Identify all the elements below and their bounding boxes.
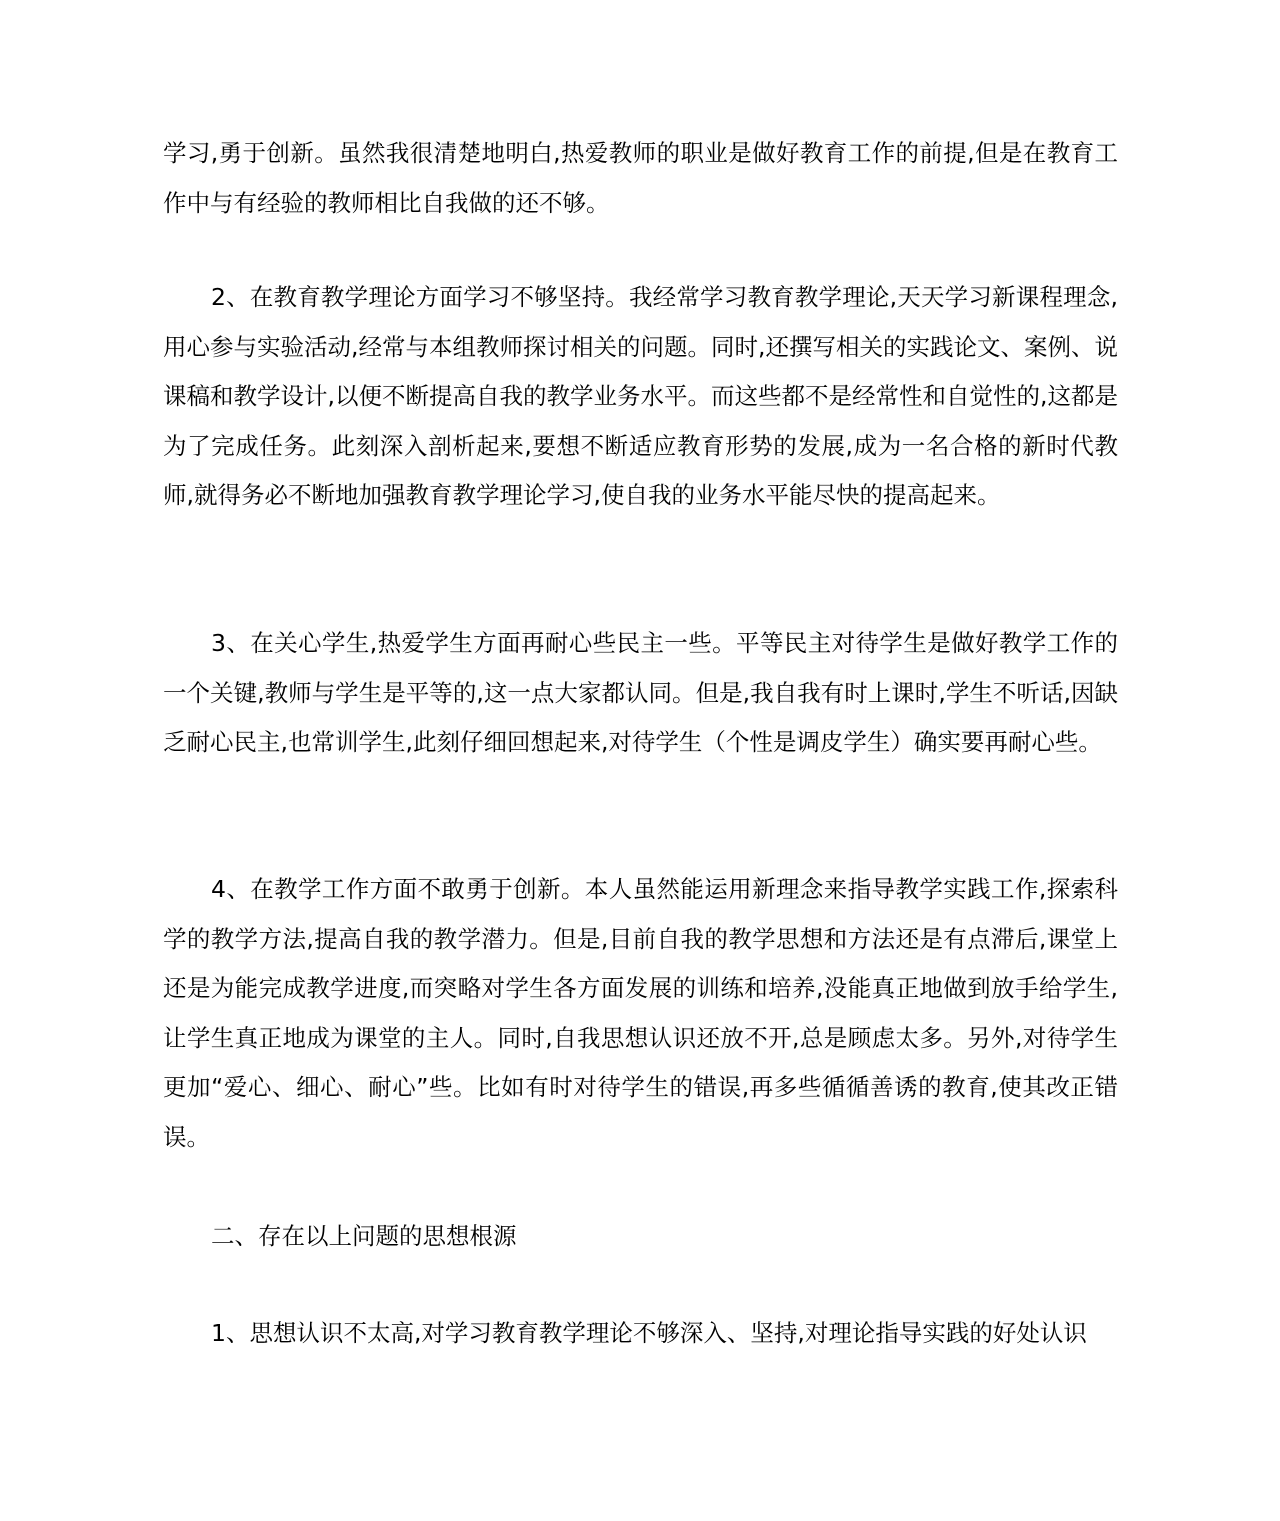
paragraph-item-4: 4、在教学工作方面不敢勇于创新。本人虽然能运用新理念来指导教学实践工作,探索科学的教学方法,提高自我的教学潜力。但是,目前自我的教学思想和方法还是有点滞后,课堂上还是为能完成教学进度,而突略对学生各方面发展的训练和培养,没能真正地做到放手给学生,让学生真正地成为课堂的主人。同时,自我思想认识还放不开,总是顾虑太多。另外,对待学生更加“爱心、细心、耐心”些。比如有时对待学生的错误,再多些循循善诱的教育,使其改正错误。: [163, 875, 1118, 1151]
paragraph-continuation: 学习,勇于创新。虽然我很清楚地明白,热爱教师的职业是做好教育工作的前提,但是在教育工作中与有经验的教师相比自我做的还不够。: [163, 139, 1118, 217]
paragraph-item-3: 3、在关心学生,热爱学生方面再耐心些民主一些。平等民主对待学生是做好教学工作的一个关键,教师与学生是平等的,这一点大家都认同。但是,我自我有时上课时,学生不听话,因缺乏耐心民主,也常训学生,此刻仔细回想起来,对待学生（个性是调皮学生）确实要再耐心些。: [163, 629, 1118, 756]
paragraph-item-2: 2、在教育教学理论方面学习不够坚持。我经常学习教育教学理论,天天学习新课程理念,用心参与实验活动,经常与本组教师探讨相关的问题。同时,还撰写相关的实践论文、案例、说课稿和教学设计,以便不断提高自我的教学业务水平。而这些都不是经常性和自觉性的,这都是为了完成任务。此刻深入剖析起来,要想不断适应教育形势的发展,成为一名合格的新时代教师,就得务必不断地加强教育教学理论学习,使自我的业务水平能尽快的提高起来。: [163, 283, 1118, 509]
section-heading: 二、存在以上问题的思想根源: [211, 1222, 517, 1250]
paragraph-item-1: 1、思想认识不太高,对学习教育教学理论不够深入、坚持,对理论指导实践的好处认识: [211, 1319, 1087, 1347]
